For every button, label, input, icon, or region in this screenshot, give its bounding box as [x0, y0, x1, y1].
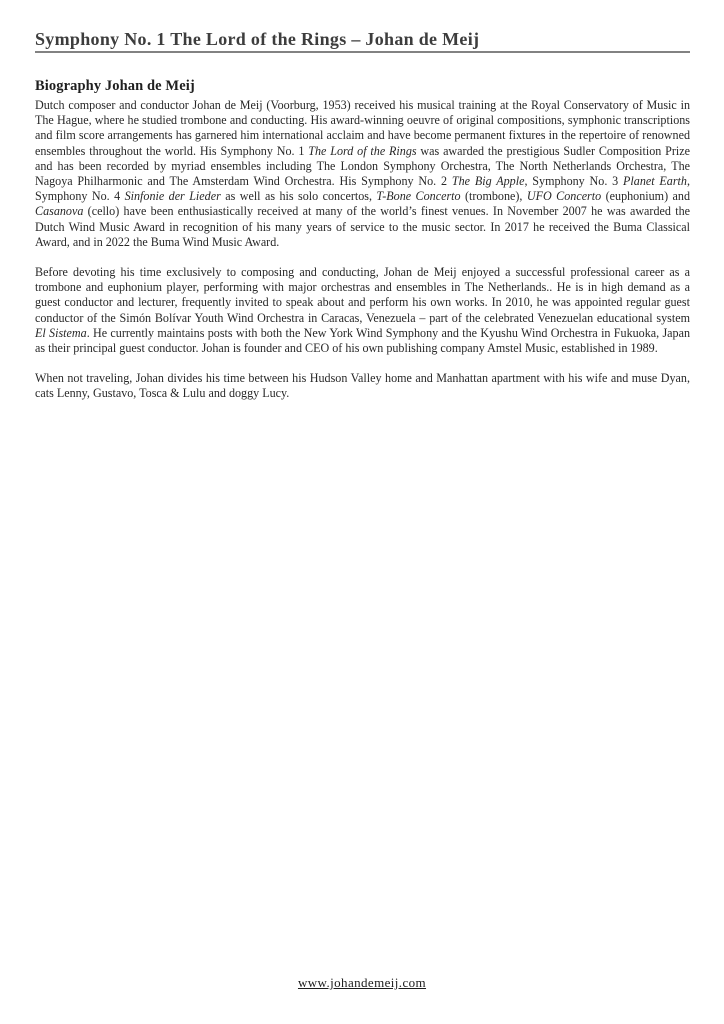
document-footer: [0, 974, 724, 992]
biography-paragraph-1: Dutch composer and conductor Johan de Meij (Voorburg, 1953) received his musical training at the Royal Conservatory of Music in The Hague, where he studied trombone and conducting. His award-winning oeuvre of original compositions, symphonic transcriptions and film score arrangements has garnered him international acclaim and have become permanent fixtures in the repertoire of renowned ensembles throughout the world. His Symphony No. 1 The Lord of the Rings was awarded the prestigious Sudler Composition Prize and has been recorded by myriad ensembles including The London Symphony Orchestra, The North Netherlands Orchestra, The Nagoya Philharmonic and The Amsterdam Wind Orchestra. His Symphony No. 2 The Big Apple, Symphony No. 3 Planet Earth, Symphony No. 4 Sinfonie der Lieder as well as his solo concertos, T-Bone Concerto (trombone), UFO Concerto (euphonium) and Casanova (cello) have been enthusiastically received at many of the world’s finest venues. In November 2007 he was awarded the Dutch Wind Music Award in recognition of his many years of service to the music sector. In 2017 he received the Buma Classical Award, and in 2022 the Buma Wind Music Award.: [35, 98, 691, 249]
page-title: Symphony No. 1 The Lord of the Rings – Johan de Meij: [35, 29, 480, 49]
biography-paragraph-3: When not traveling, Johan divides his time between his Hudson Valley home and Manhattan apartment with his wife and muse Dyan, cats Lenny, Gustavo, Tosca & Lulu and doggy Lucy.: [35, 371, 690, 401]
biography-section: [35, 78, 690, 417]
header-rule: [35, 51, 690, 53]
website-link[interactable]: www.johandemeij.com: [297, 975, 427, 990]
document-header: [35, 29, 690, 53]
section-heading: Biography Johan de Meij: [35, 78, 195, 94]
biography-paragraph-2: Before devoting his time exclusively to composing and conducting, Johan de Meij enjoyed a successful professional career as a trombone and euphonium player, performing with major orchestras and ensembles in The Netherlands.. He is in high demand as a guest conductor and lecturer, frequently invited to speak about and perform his own works. In 2010, he was appointed regular guest conductor of the Simón Bolívar Youth Wind Orchestra in Caracas, Venezuela – part of the celebrated Venezuelan educational system El Sistema. He currently maintains posts with both the New York Wind Symphony and the Kyushu Wind Orchestra in Fukuoka, Japan as their principal guest conductor. Johan is founder and CEO of his own publishing company Amstel Music, established in 1989.: [35, 265, 690, 356]
